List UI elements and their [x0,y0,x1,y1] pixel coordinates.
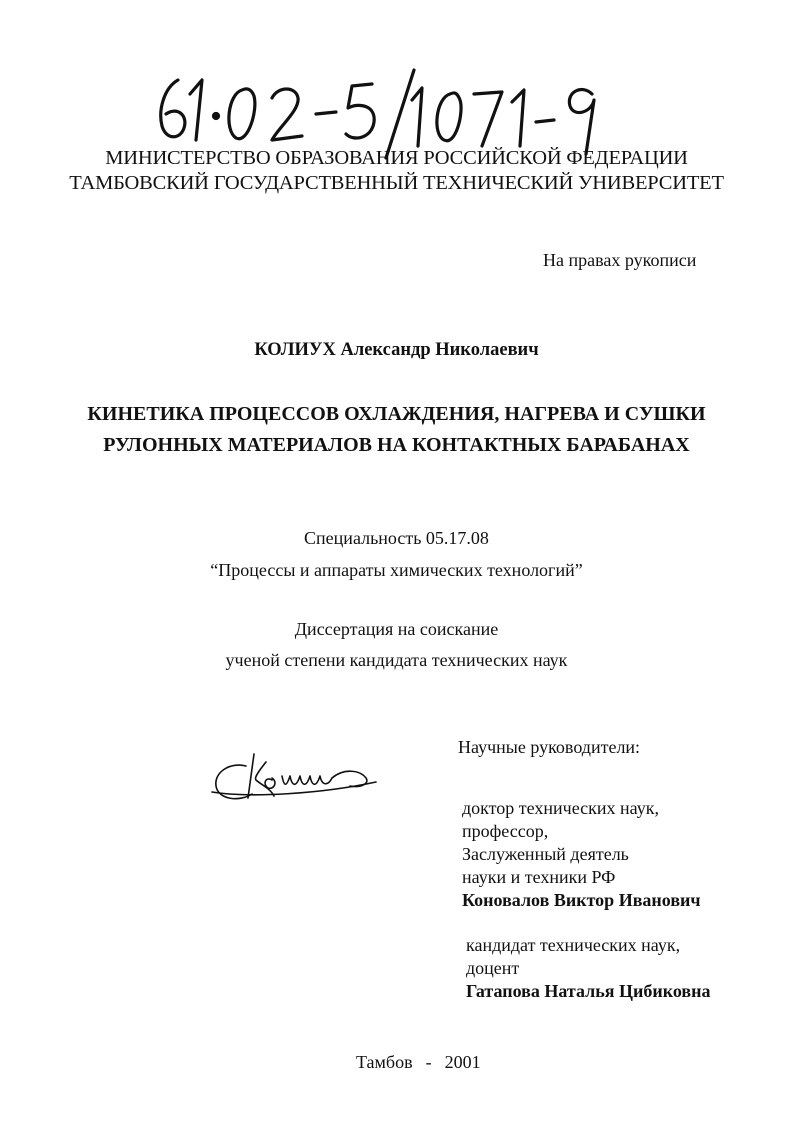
rights-note: На правах рукописи [543,250,697,270]
title-line-1: КИНЕТИКА ПРОЦЕССОВ ОХЛАЖДЕНИЯ, НАГРЕВА И СУШКИ [87,403,706,425]
title-line-2: РУЛОННЫХ МАТЕРИАЛОВ НА КОНТАКТНЫХ БАРАБАНАХ [103,434,690,456]
author-signature [210,748,380,810]
specialty-code: Специальность 05.17.08 [304,528,489,548]
degree-block [0,614,793,676]
ministry-name: МИНИСТЕРСТВО ОБРАЗОВАНИЯ РОССИЙСКОЙ ФЕДЕРАЦИИ [105,147,688,169]
degree-line-2: ученой степени кандидата технических наук [225,650,568,670]
institution-header [0,146,793,196]
handwritten-number-text [620,50,621,51]
handwritten-number-drawing [150,50,620,160]
supervisor-second-title: доцент [466,958,520,978]
city-year: Тамбов - 2001 [356,1052,481,1072]
specialty-name: “Процессы и аппараты химических технологий” [210,560,583,580]
specialty-block [0,522,793,586]
handwritten-archive-number [150,50,620,160]
supervisors-label: Научные руководители: [458,737,641,757]
supervisor-first-honor-2: науки и техники РФ [462,867,616,887]
supervisor-first-honor-1: Заслуженный деятель [462,844,629,864]
supervisor-second-name: Гатапова Наталья Цибиковна [466,981,711,1001]
supervisor-first-name: Коновалов Виктор Иванович [462,890,701,910]
supervisor-first-title: профессор, [462,821,549,841]
signature-drawing [210,748,380,810]
degree-line-1: Диссертация на соискание [294,619,499,639]
supervisor-first [462,797,701,912]
supervisor-second-degree: кандидат технических наук, [466,935,681,955]
supervisor-first-degree: доктор технических наук, [462,798,659,818]
dissertation-title [0,399,793,461]
supervisor-second [466,934,711,1003]
university-name: ТАМБОВСКИЙ ГОСУДАРСТВЕННЫЙ ТЕХНИЧЕСКИЙ УНИВЕРСИТЕТ [69,172,724,194]
author-name: КОЛИУХ Александр Николаевич [254,340,539,360]
